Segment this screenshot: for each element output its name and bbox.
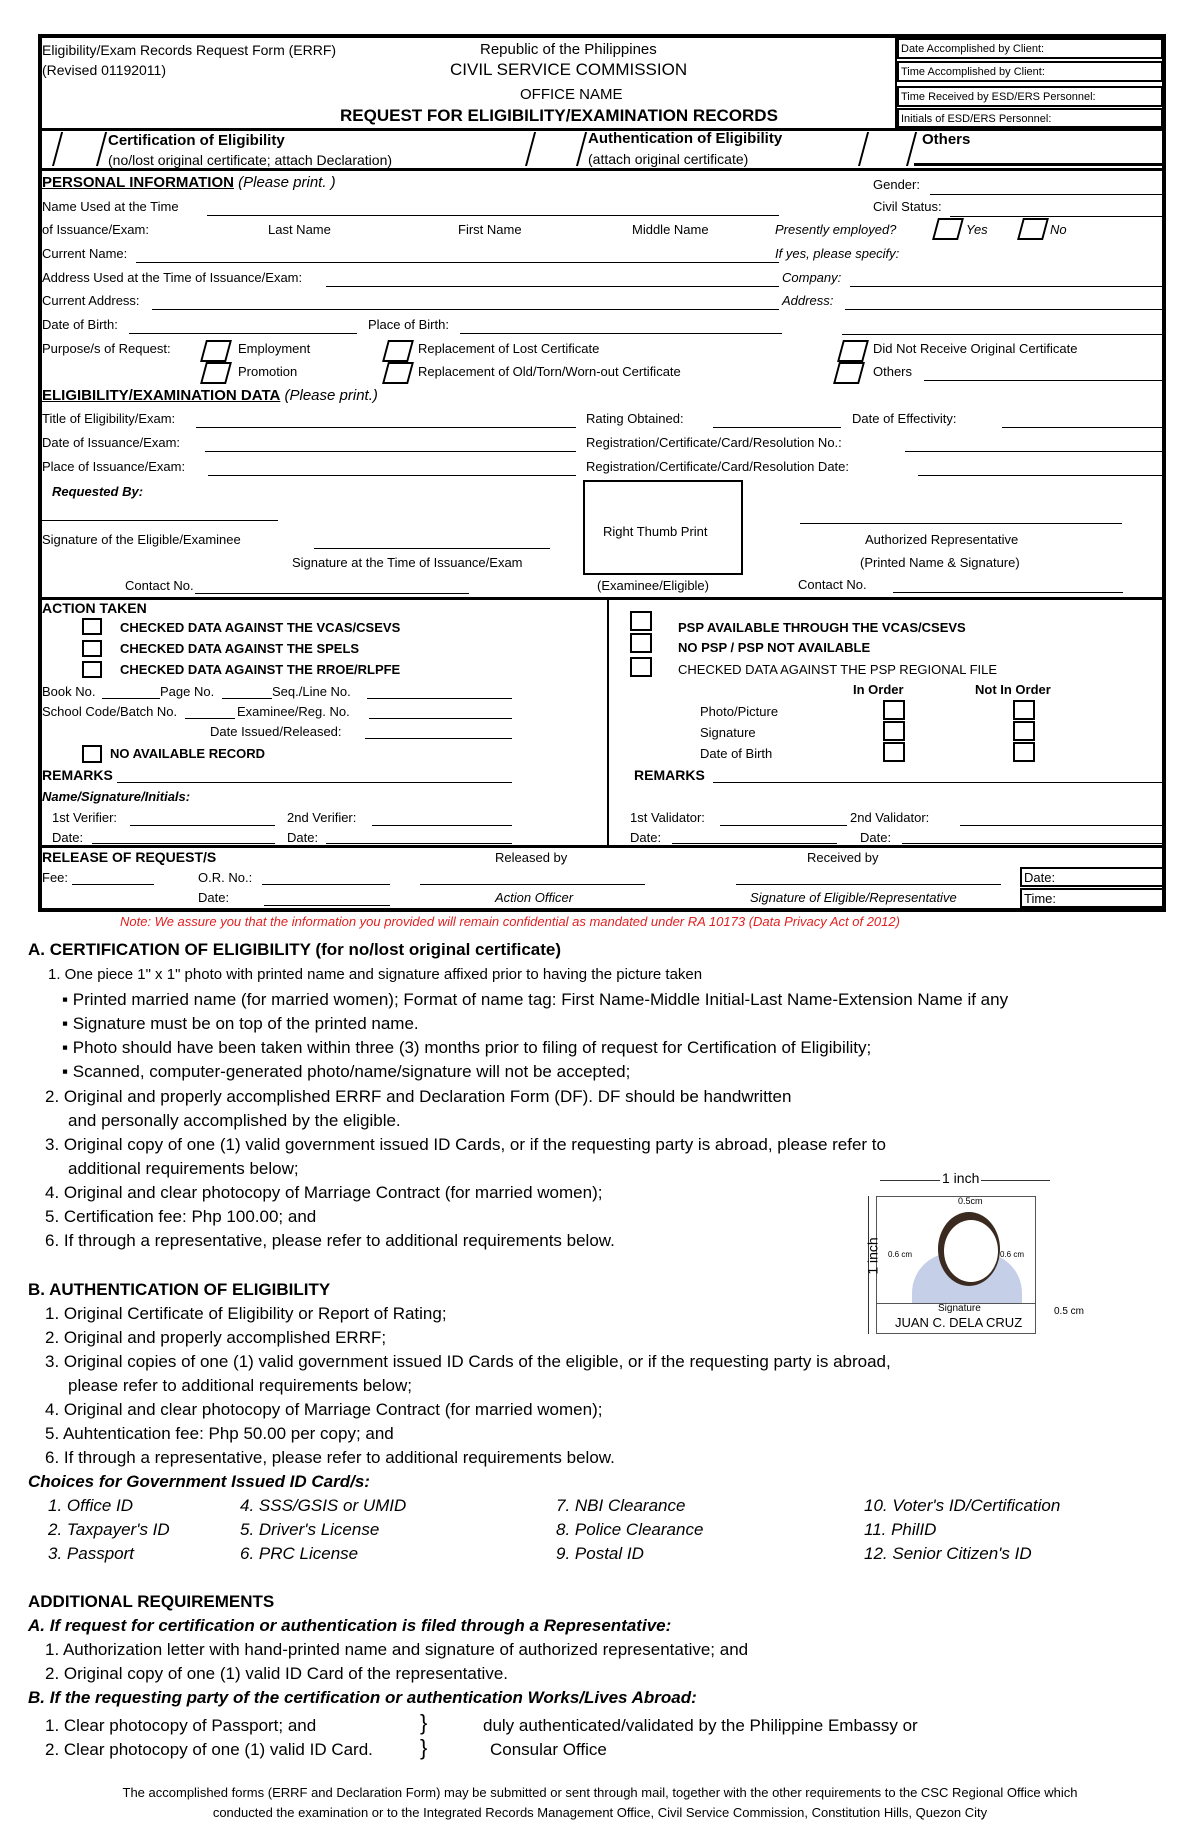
section-a-item-5: 5. Certification fee: Php 100.00; and — [45, 1207, 317, 1226]
section-a-item-2b: and personally accomplished by the eligible. — [68, 1111, 401, 1130]
psp-available-label: PSP AVAILABLE THROUGH THE VCAS/CSEVS — [678, 620, 966, 635]
remarks-input[interactable] — [117, 782, 512, 783]
in-order-header: In Order — [853, 682, 904, 697]
additional-title: ADDITIONAL REQUIREMENTS — [28, 1592, 275, 1611]
agency-label: CIVIL SERVICE COMMISSION — [450, 60, 688, 79]
section-a-title: A. CERTIFICATION OF ELIGIBILITY (for no/lost original certificate) — [28, 940, 562, 959]
verifier2-label: 2nd Verifier: — [287, 810, 357, 825]
id-choice-10: 10. Voter's ID/Certification — [864, 1496, 1061, 1515]
validator2-date-input[interactable] — [902, 843, 1164, 844]
exam-date-input[interactable] — [205, 451, 576, 452]
exam-title-input[interactable] — [196, 427, 576, 428]
time-accomplished-field[interactable]: Time Accomplished by Client: — [897, 61, 1163, 82]
section-b-item-6: 6. If through a representative, please refer to additional requirements below. — [45, 1448, 615, 1467]
date-issued-label: Date Issued/Released: — [210, 724, 342, 739]
civil-status-input[interactable] — [950, 216, 1164, 217]
id-choices-title: Choices for Government Issued ID Card/s: — [28, 1472, 370, 1491]
validator1-date-label: Date: — [630, 830, 662, 845]
section-b-item-3b: please refer to additional requirements below; — [68, 1376, 412, 1395]
date-issued-input[interactable] — [365, 738, 512, 739]
seq-no-input[interactable] — [367, 698, 512, 699]
validator2-label: 2nd Validator: — [850, 810, 930, 825]
book-no-input[interactable] — [102, 698, 160, 699]
psp-not-available-checkbox[interactable] — [630, 633, 652, 653]
section-a-item-3: 3. Original copy of one (1) valid government issued ID Cards, or if the requesting party is abroad, please refer to — [45, 1135, 886, 1154]
page-no-input[interactable] — [222, 698, 272, 699]
check-spels-checkbox[interactable] — [82, 640, 102, 657]
id-choice-8: 8. Police Clearance — [556, 1520, 704, 1539]
name-used-label-2: of Issuance/Exam: — [42, 222, 149, 237]
purpose-lost-label: Replacement of Lost Certificate — [418, 341, 600, 356]
psp-regional-label: CHECKED DATA AGAINST THE PSP REGIONAL FILE — [678, 662, 998, 677]
current-name-input[interactable] — [136, 262, 779, 263]
additional-a-1: 1. Authorization letter with hand-printed name and signature of authorized representative; and — [45, 1640, 749, 1659]
photo-guide: 1 inch Signature JUAN C. DELA CRUZ 0.5cm 0.6 cm 0.6 cm 1 inch 0.5 cm — [860, 1168, 1120, 1338]
purpose-employment-label: Employment — [238, 341, 311, 356]
company-address-label: Address: — [782, 293, 834, 308]
company-address-input[interactable] — [845, 309, 1164, 310]
section-a-item-6: 6. If through a representative, please refer to additional requirements below. — [45, 1231, 615, 1250]
sig-time-input[interactable] — [314, 548, 550, 549]
release-heading: RELEASE OF REQUEST/S — [42, 849, 217, 865]
release-time-box[interactable]: Time: — [1020, 888, 1164, 908]
verifier1-date-label: Date: — [52, 830, 84, 845]
reg-date-input[interactable] — [918, 475, 1164, 476]
office-name: OFFICE NAME — [520, 86, 623, 103]
not-in-order-header: Not In Order — [975, 682, 1051, 697]
school-code-input[interactable] — [185, 718, 235, 719]
check-vcas-checkbox[interactable] — [82, 618, 102, 635]
section-b-title: B. AUTHENTICATION OF ELIGIBILITY — [28, 1280, 331, 1299]
current-name-label: Current Name: — [42, 246, 128, 261]
no-record-checkbox[interactable] — [82, 745, 102, 763]
remarks-label: REMARKS — [42, 767, 113, 783]
or-no-input[interactable] — [262, 884, 390, 885]
remarks2-input[interactable] — [713, 782, 1163, 783]
photo-in-order-checkbox[interactable] — [883, 700, 905, 720]
name-used-label: Name Used at the Time — [42, 199, 179, 214]
gender-input[interactable] — [930, 194, 1164, 195]
remarks2-label: REMARKS — [634, 767, 705, 783]
verifier1-label: 1st Verifier: — [52, 810, 118, 825]
rating-label: Rating Obtained: — [586, 411, 684, 426]
first-name-label: First Name — [458, 222, 522, 237]
reg-no-input[interactable] — [905, 451, 1164, 452]
brace-icon: } — [420, 1710, 428, 1735]
verifier2-date-label: Date: — [287, 830, 319, 845]
auth-eligibility-sub: (attach original certificate) — [588, 151, 749, 167]
effectivity-label: Date of Effectivity: — [852, 411, 957, 426]
additional-b-title: B. If the requesting party of the certification or authentication Works/Lives Abroad: — [28, 1688, 697, 1707]
purpose-promotion-label: Promotion — [238, 364, 298, 379]
psp-not-available-label: NO PSP / PSP NOT AVAILABLE — [678, 640, 871, 655]
check-vcas-label: CHECKED DATA AGAINST THE VCAS/CSEVS — [120, 620, 401, 635]
id-choice-11: 11. PhilID — [864, 1520, 937, 1539]
reg-date-label: Registration/Certificate/Card/Resolution Date: — [586, 459, 850, 474]
section-a-bullet-1: ▪ Printed married name (for married women); Format of name tag: First Name-Middle Initial-Last Name-Extension Name if any — [62, 990, 1009, 1009]
section-b-item-3: 3. Original copies of one (1) valid government issued ID Cards of the eligible, or if the requesting party is abroad, — [45, 1352, 891, 1371]
cert-eligibility-sub: (no/lost original certificate; attach Declaration) — [108, 152, 393, 168]
sig-rep-label: Signature of Eligible/Representative — [750, 890, 957, 905]
or-no-label: O.R. No.: — [198, 870, 253, 885]
sig-eligible-label: Signature of the Eligible/Examinee — [42, 532, 241, 547]
reg-no-label: Registration/Certificate/Card/Resolution No.: — [586, 435, 842, 450]
id-choice-9: 9. Postal ID — [556, 1544, 644, 1563]
sig-rep-input[interactable] — [736, 884, 1001, 885]
cert-eligibility-label: Certification of Eligibility — [108, 132, 285, 149]
thumb-print-box: Right Thumb Print — [583, 480, 743, 575]
purpose-others-label: Others — [873, 364, 913, 379]
section-b-item-2: 2. Original and properly accomplished ERRF; — [45, 1328, 387, 1347]
action-taken-heading: ACTION TAKEN — [42, 600, 147, 616]
psp-regional-checkbox[interactable] — [630, 657, 652, 677]
examinee-no-input[interactable] — [369, 718, 512, 719]
brace-icon: } — [420, 1735, 428, 1760]
section-b-item-1: 1. Original Certificate of Eligibility or Report of Rating; — [45, 1304, 447, 1323]
auth-rep-label: Authorized Representative — [865, 532, 1019, 547]
photo-face — [944, 1220, 998, 1282]
fee-label: Fee: — [42, 870, 69, 885]
time-received-field[interactable]: Time Received by ESD/ERS Personnel: — [897, 86, 1163, 107]
exam-place-input[interactable] — [208, 475, 576, 476]
middle-name-label: Middle Name — [632, 222, 709, 237]
seq-no-label: Seq./Line No. — [272, 684, 351, 699]
id-choice-2: 2. Taxpayer's ID — [48, 1520, 170, 1539]
dob-in-order-checkbox[interactable] — [883, 742, 905, 762]
purpose-label: Purpose/s of Request: — [42, 341, 171, 356]
address-used-label: Address Used at the Time of Issuance/Exam: — [42, 270, 303, 285]
section-a-item-1: 1. One piece 1" x 1" photo with printed name and signature affixed prior to having the picture taken — [48, 966, 703, 983]
book-no-label: Book No. — [42, 684, 96, 699]
section-a-bullet-4: ▪ Scanned, computer-generated photo/name/signature will not be accepted; — [62, 1062, 631, 1081]
psp-dob-label: Date of Birth — [700, 746, 773, 761]
employed-no-label: No — [1050, 222, 1067, 237]
psp-photo-label: Photo/Picture — [700, 704, 779, 719]
school-code-label: School Code/Batch No. — [42, 704, 178, 719]
release-date-box[interactable]: Date: — [1020, 867, 1164, 887]
others-label: Others — [922, 131, 971, 148]
republic-label: Republic of the Philippines — [480, 41, 657, 58]
privacy-note: Note: We assure you that the information you provided will remain confidential as mandated under RA 10173 (Data Privacy Act of 2012) — [120, 914, 900, 929]
current-address-input[interactable] — [152, 309, 779, 310]
additional-b-note-1: duly authenticated/validated by the Philippine Embassy or — [483, 1716, 918, 1735]
pob-label: Place of Birth: — [368, 317, 449, 332]
section-a-bullet-3: ▪ Photo should have been taken within three (3) months prior to filing of request for Certification of Eligibility; — [62, 1038, 872, 1057]
name-sig-label: Name/Signature/Initials: — [42, 789, 191, 804]
psp-signature-label: Signature — [700, 725, 756, 740]
form-revised: (Revised 01192011) — [42, 62, 167, 78]
id-choice-1: 1. Office ID — [48, 1496, 134, 1515]
pob-input[interactable] — [460, 333, 782, 334]
auth-eligibility-label: Authentication of Eligibility — [588, 130, 783, 147]
verifier2-input[interactable] — [372, 825, 512, 826]
exam-data-heading: ELIGIBILITY/EXAMINATION DATA (Please print.) — [42, 387, 378, 404]
form-title: Eligibility/Exam Records Request Form (ERRF) — [42, 42, 337, 58]
signature-in-order-checkbox[interactable] — [883, 721, 905, 741]
validator1-date-input[interactable] — [672, 843, 837, 844]
id-choice-12: 12. Senior Citizen's ID — [864, 1544, 1032, 1563]
id-choice-7: 7. NBI Clearance — [556, 1496, 686, 1515]
release-date-label: Date: — [198, 890, 230, 905]
action-officer-label: Action Officer — [495, 890, 574, 905]
additional-b-2: 2. Clear photocopy of one (1) valid ID Card. — [45, 1740, 373, 1759]
check-rroe-label: CHECKED DATA AGAINST THE RROE/RLPFE — [120, 662, 401, 677]
presently-employed-label: Presently employed? — [775, 222, 897, 237]
section-a-item-2: 2. Original and properly accomplished ERRF and Declaration Form (DF). DF should be handwritten — [45, 1087, 792, 1106]
verifier1-input[interactable] — [130, 825, 275, 826]
release-date-input[interactable] — [264, 905, 390, 906]
purpose-not-received-label: Did Not Receive Original Certificate — [873, 341, 1078, 356]
contact2-label: Contact No. — [798, 577, 867, 592]
rating-input[interactable] — [713, 427, 841, 428]
additional-b-note-2: Consular Office — [490, 1740, 607, 1759]
footer-line-1: The accomplished forms (ERRF and Declaration Form) may be submitted or sent through mail, together with the other requirements to the CSC Regional Office which — [122, 1785, 1078, 1800]
id-choice-5: 5. Driver's License — [240, 1520, 380, 1539]
personal-info-heading: PERSONAL INFORMATION (Please print. ) — [42, 174, 336, 191]
contact-input[interactable] — [195, 593, 469, 594]
check-rroe-checkbox[interactable] — [82, 661, 102, 678]
current-address-label: Current Address: — [42, 293, 140, 308]
dob-input[interactable] — [129, 333, 357, 334]
if-yes-label: If yes, please specify: — [775, 246, 900, 261]
id-choice-4: 4. SSS/GSIS or UMID — [240, 1496, 407, 1515]
validator1-input[interactable] — [720, 825, 847, 826]
validator2-input[interactable] — [960, 825, 1164, 826]
validator2-date-label: Date: — [860, 830, 892, 845]
action-officer-input[interactable] — [420, 884, 645, 885]
received-by-label: Received by — [807, 850, 879, 865]
address-used-input[interactable] — [326, 286, 779, 287]
section-b-item-5: 5. Auhtentication fee: Php 50.00 per copy; and — [45, 1424, 394, 1443]
exam-date-label: Date of Issuance/Exam: — [42, 435, 181, 450]
fee-input[interactable] — [72, 884, 154, 885]
gender-label: Gender: — [873, 177, 920, 192]
page-title: REQUEST FOR ELIGIBILITY/EXAMINATION RECORDS — [340, 106, 778, 125]
name-used-input[interactable] — [207, 215, 779, 216]
psp-available-checkbox[interactable] — [630, 611, 652, 631]
sig-time-label: Signature at the Time of Issuance/Exam — [292, 555, 523, 570]
exam-place-label: Place of Issuance/Exam: — [42, 459, 186, 474]
contact2-input[interactable] — [893, 592, 1123, 593]
auth-rep-input[interactable] — [800, 523, 1122, 524]
id-choice-6: 6. PRC License — [240, 1544, 359, 1563]
section-b-item-4: 4. Original and clear photocopy of Marriage Contract (for married women); — [45, 1400, 603, 1419]
thumb-sub-label: (Examinee/Eligible) — [597, 578, 709, 593]
initials-field[interactable]: Initials of ESD/ERS Personnel: — [897, 108, 1163, 128]
employed-yes-label: Yes — [966, 222, 988, 237]
photo-not-in-order-checkbox[interactable] — [1013, 700, 1035, 720]
id-choice-3: 3. Passport — [48, 1544, 134, 1563]
page-no-label: Page No. — [160, 684, 215, 699]
contact-label: Contact No. — [125, 578, 194, 593]
company-label: Company: — [782, 270, 842, 285]
exam-title-label: Title of Eligibility/Exam: — [42, 411, 176, 426]
civil-status-label: Civil Status: — [873, 199, 942, 214]
section-a-bullet-2: ▪ Signature must be on top of the printed name. — [62, 1014, 419, 1033]
no-record-label: NO AVAILABLE RECORD — [110, 746, 266, 761]
footer-line-2: conducted the examination or to the Integrated Records Management Office, Civil Service Commission, Constitution Hills, Quezon City — [212, 1805, 988, 1820]
section-a-item-4: 4. Original and clear photocopy of Marriage Contract (for married women); — [45, 1183, 603, 1202]
purpose-old-label: Replacement of Old/Torn/Worn-out Certificate — [418, 364, 681, 379]
purpose-others-input[interactable] — [924, 380, 1164, 381]
company-input[interactable] — [850, 286, 1164, 287]
check-spels-label: CHECKED DATA AGAINST THE SPELS — [120, 641, 360, 656]
dob-not-in-order-checkbox[interactable] — [1013, 742, 1035, 762]
additional-b-1: 1. Clear photocopy of Passport; and — [45, 1716, 317, 1735]
section-a-item-3b: additional requirements below; — [68, 1159, 299, 1178]
released-by-label: Released by — [495, 850, 568, 865]
effectivity-input[interactable] — [1002, 427, 1164, 428]
requested-by-label: Requested By: — [52, 484, 144, 499]
verifier1-date-input[interactable] — [92, 843, 275, 844]
dob-label: Date of Birth: — [42, 317, 118, 332]
date-accomplished-field[interactable]: Date Accomplished by Client: — [897, 38, 1163, 59]
signature-not-in-order-checkbox[interactable] — [1013, 721, 1035, 741]
last-name-label: Last Name — [268, 222, 331, 237]
verifier2-date-input[interactable] — [326, 843, 512, 844]
examinee-no-label: Examinee/Reg. No. — [237, 704, 350, 719]
auth-rep-sub-label: (Printed Name & Signature) — [860, 555, 1020, 570]
sig-eligible-input[interactable] — [42, 520, 278, 521]
validator1-label: 1st Validator: — [630, 810, 705, 825]
additional-a-2: 2. Original copy of one (1) valid ID Card of the representative. — [45, 1664, 509, 1683]
additional-a-title: A. If request for certification or authentication is filed through a Representative: — [28, 1616, 672, 1635]
